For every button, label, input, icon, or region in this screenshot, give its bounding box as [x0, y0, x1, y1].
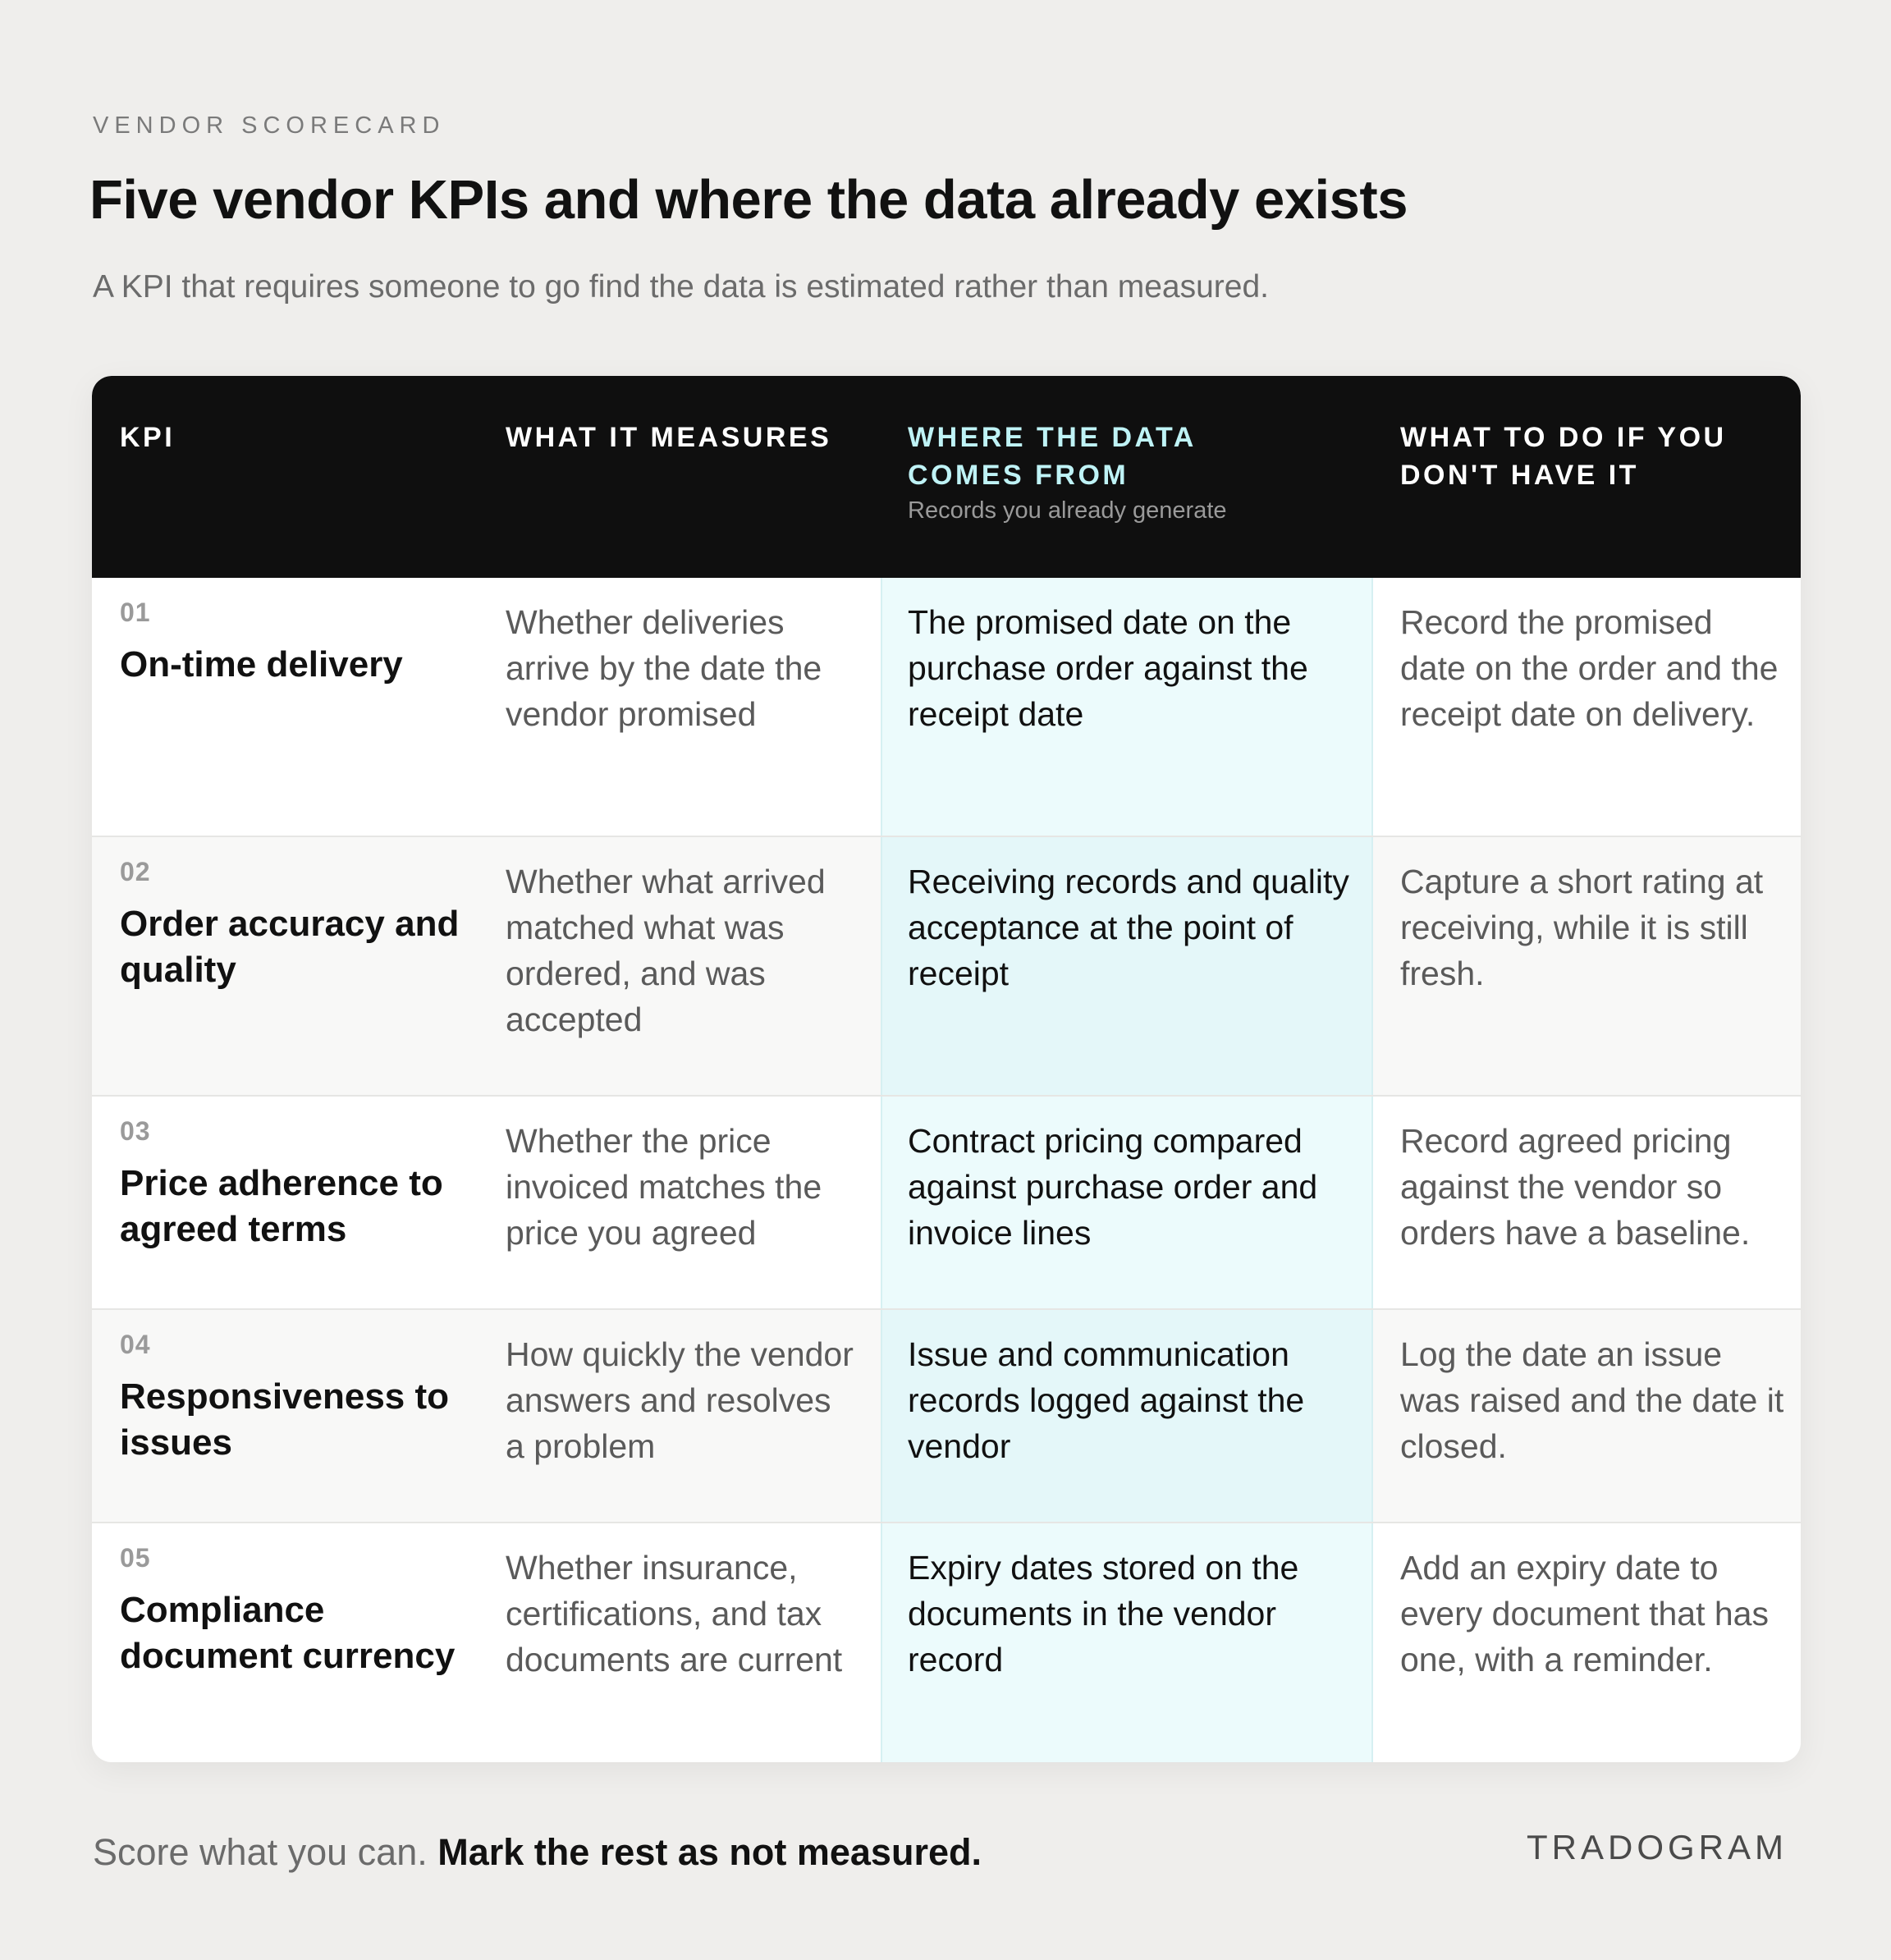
table-row [92, 578, 1801, 837]
row-number: 01 [120, 598, 151, 627]
header-todo-line1: WHAT TO DO IF YOU [1400, 422, 1727, 453]
kpi-data-source: Receiving records and quality acceptance at the point of receipt [908, 863, 1349, 992]
kpi-data-source: Issue and communication records logged against the vendor [908, 1335, 1305, 1465]
brand-logo [1527, 1828, 1788, 1867]
header-todo-line2: DON'T HAVE IT [1400, 460, 1639, 491]
kpi-table [92, 376, 1801, 1762]
header-source [908, 419, 1197, 494]
kpi-todo: Record the promised date on the order and the receipt date on delivery. [1400, 603, 1779, 733]
kpi-name: On-time delivery [120, 644, 403, 685]
kpi-todo: Capture a short rating at receiving, while it is still fresh. [1400, 863, 1764, 992]
table-row [92, 1097, 1801, 1310]
header-source-subtitle: Records you already generate [908, 497, 1227, 524]
footer-emphasis: Mark the rest as not measured. [437, 1831, 982, 1873]
row-number: 02 [120, 857, 151, 886]
page-subtitle: A KPI that requires someone to go find the data is estimated rather than measured. [93, 269, 1270, 305]
kpi-todo: Log the date an issue was raised and the date it closed. [1400, 1335, 1784, 1465]
kpi-measures: Whether insurance, certifications, and tax documents are current [506, 1549, 843, 1678]
kpi-measures: Whether the price invoiced matches the price you agreed [506, 1122, 822, 1252]
eyebrow: VENDOR SCORECARD [93, 112, 446, 139]
kpi-measures: Whether deliveries arrive by the date the vendor promised [506, 603, 822, 733]
table-row [92, 1310, 1801, 1523]
kpi-data-source: Contract pricing compared against purchase order and invoice lines [908, 1122, 1318, 1252]
header-measures: WHAT IT MEASURES [506, 422, 832, 453]
table-header [92, 376, 1801, 578]
kpi-measures: How quickly the vendor answers and resolves a problem [506, 1335, 854, 1465]
header-kpi: KPI [120, 422, 176, 453]
kpi-name: Compliance document currency [120, 1590, 456, 1676]
footer-lead: Score what you can. [93, 1831, 438, 1873]
kpi-todo: Record agreed pricing against the vendor so orders have a baseline. [1400, 1122, 1751, 1252]
header-todo [1400, 419, 1727, 494]
footer-note [93, 1831, 982, 1874]
kpi-name: Order accuracy and quality [120, 904, 460, 990]
kpi-name: Responsiveness to issues [120, 1376, 450, 1463]
header-source-line2: COMES FROM [908, 460, 1129, 491]
kpi-data-source: Expiry dates stored on the documents in the vendor record [908, 1549, 1299, 1678]
kpi-todo: Add an expiry date to every document that has one, with a reminder. [1400, 1549, 1769, 1678]
kpi-data-source: The promised date on the purchase order against the receipt date [908, 603, 1308, 733]
kpi-name: Price adherence to agreed terms [120, 1163, 443, 1249]
kpi-measures: Whether what arrived matched what was ordered, and was accepted [506, 863, 826, 1038]
row-number: 05 [120, 1543, 151, 1573]
table-row [92, 837, 1801, 1097]
page-title: Five vendor KPIs and where the data already exists [89, 169, 1408, 231]
header-source-line1: WHERE THE DATA [908, 422, 1197, 453]
row-number: 04 [120, 1330, 151, 1359]
table-row [92, 1523, 1801, 1762]
row-number: 03 [120, 1116, 151, 1146]
brand-logo-text: TRADOGRAM [1527, 1828, 1788, 1866]
